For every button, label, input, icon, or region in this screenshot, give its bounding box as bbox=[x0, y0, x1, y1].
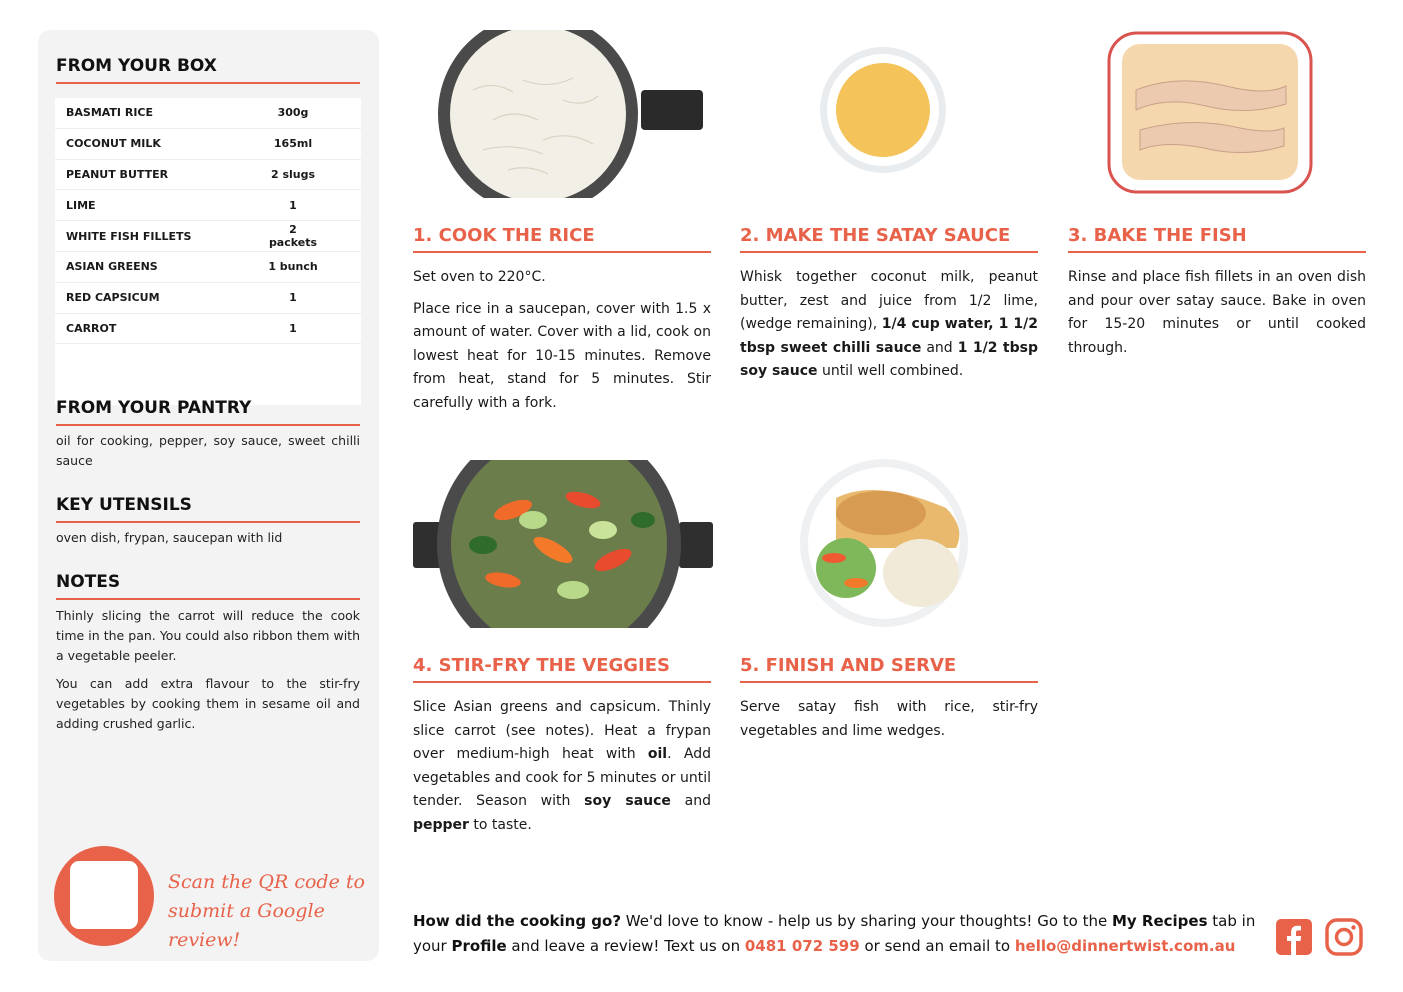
rice-pot-photo bbox=[413, 30, 713, 198]
utensils-heading: KEY UTENSILS bbox=[56, 495, 360, 523]
step-3-title: 3. BAKE THE FISH bbox=[1068, 225, 1366, 253]
step-2-body: Whisk together coconut milk, peanut butter, zest and juice from 1/2 lime, (wedge remaining), 1/4 cup water, 1 1/2 tbsp sweet chilli sauce and 1 1/2 tbsp soy sauce until well combined. bbox=[740, 269, 1038, 379]
ingredient-row: LIME 1 bbox=[55, 190, 361, 221]
notes-paragraph: Thinly slicing the carrot will reduce the cook time in the pan. You could also ribbon them with a vegetable peeler. bbox=[56, 608, 360, 663]
qr-code-area bbox=[70, 861, 138, 929]
fish-oven-dish-photo bbox=[1106, 30, 1314, 195]
step-5-body: Serve satay fish with rice, stir-fry vegetables and lime wedges. bbox=[740, 699, 1038, 739]
step-1-title: 1. COOK THE RICE bbox=[413, 225, 711, 253]
ingredient-row: COCONUT MILK 165ml bbox=[55, 129, 361, 160]
ingredients-table bbox=[55, 98, 361, 405]
pantry-text: oil for cooking, pepper, soy sauce, sweet chilli sauce bbox=[56, 433, 360, 468]
utensils-text: oven dish, frypan, saucepan with lid bbox=[56, 530, 283, 545]
email-link[interactable]: hello@dinnertwist.com.au bbox=[1014, 937, 1236, 955]
step-5-title: 5. FINISH AND SERVE bbox=[740, 655, 1038, 683]
pantry-heading: FROM YOUR PANTRY bbox=[56, 398, 360, 426]
step-4-title: 4. STIR-FRY THE VEGGIES bbox=[413, 655, 711, 683]
step-1-body: Set oven to 220°C. Place rice in a saucepan, cover with 1.5 x amount of water. Cover with a lid, cook on lowest heat for 10-15 minutes. Remove from heat, stand for 5 minutes. Stir carefully with a fork. bbox=[413, 269, 711, 411]
notes-heading: NOTES bbox=[56, 572, 360, 600]
qr-caption: Scan the QR code to submit a Google review! bbox=[168, 871, 365, 951]
from-box-heading: FROM YOUR BOX bbox=[56, 56, 360, 84]
step-2-title: 2. MAKE THE SATAY SAUCE bbox=[740, 225, 1038, 253]
step-4-body: Slice Asian greens and capsicum. Thinly slice carrot (see notes). Heat a frypan over medium-high heat with oil. Add vegetables and cook for 5 minutes or until tender. Season with soy sauce and pepper to taste. bbox=[413, 699, 711, 833]
phone-link[interactable]: 0481 072 599 bbox=[744, 937, 860, 955]
ingredient-row: PEANUT BUTTER 2 slugs bbox=[55, 160, 361, 191]
ingredient-row: CARROT 1 bbox=[55, 314, 361, 345]
ingredient-row: ASIAN GREENS 1 bunch bbox=[55, 252, 361, 283]
ingredient-row: RED CAPSICUM 1 bbox=[55, 283, 361, 314]
ingredients-sidebar bbox=[38, 30, 379, 961]
satay-sauce-bowl-photo bbox=[818, 45, 948, 175]
finished-plate-photo bbox=[796, 458, 972, 628]
ingredient-row: WHITE FISH FILLETS 2 packets bbox=[55, 221, 361, 252]
step-3-body: Rinse and place fish fillets in an oven dish and pour over satay sauce. Bake in oven for 15-20 minutes or until cooked through. bbox=[1068, 269, 1366, 356]
notes-paragraph: You can add extra flavour to the stir-fry vegetables by cooking them in sesame oil and adding crushed garlic. bbox=[56, 676, 360, 731]
instagram-icon[interactable] bbox=[1325, 918, 1363, 956]
facebook-icon[interactable] bbox=[1275, 918, 1313, 956]
review-footer: How did the cooking go? We'd love to know - help us by sharing your thoughts! Go to the My Recipes tab in your Profile and leave a review! Text us on 0481 072 599 or send an email to hello@dinnertwist.com.au bbox=[413, 912, 1256, 955]
qr-code-icon[interactable] bbox=[54, 846, 154, 946]
ingredient-row: BASMATI RICE 300g bbox=[55, 98, 361, 129]
stir-fry-pan-photo bbox=[413, 460, 713, 628]
